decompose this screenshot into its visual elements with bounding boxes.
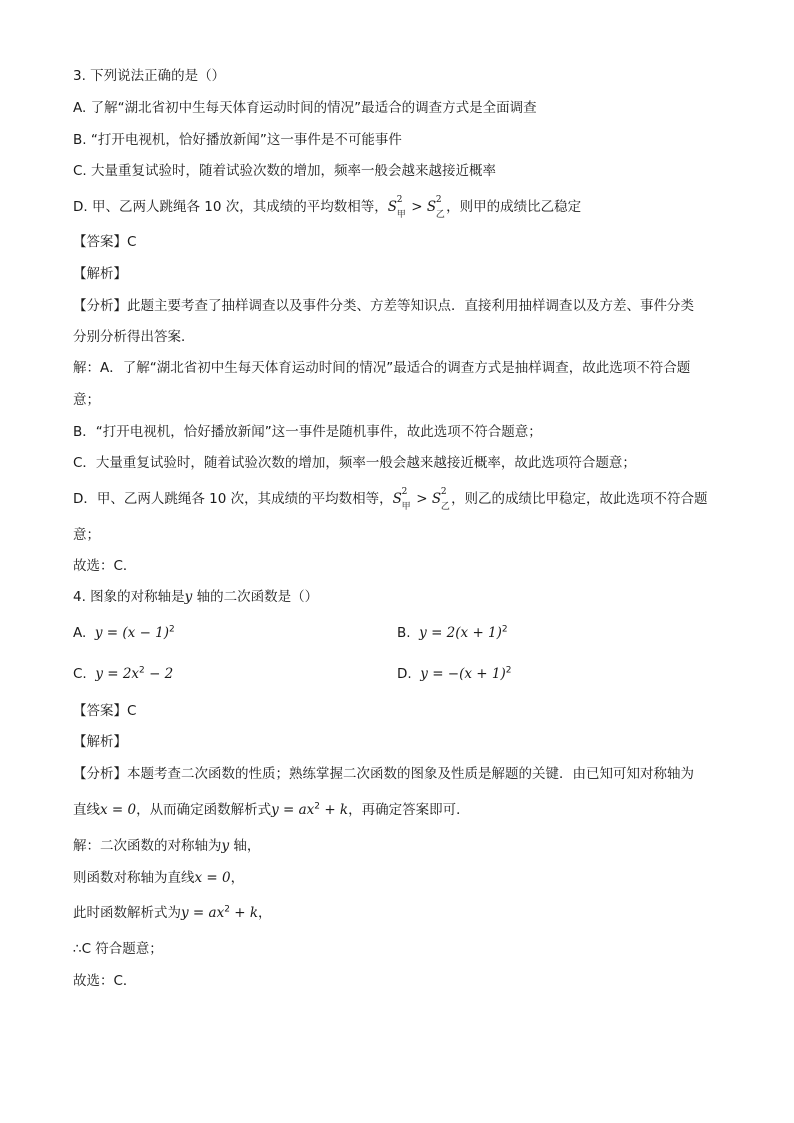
q4-solution-line3: 此时函数解析式为$y = ax^2 + k$， [73, 904, 272, 921]
q3-analysis-title: 【解析】 [73, 266, 127, 282]
q4-option-d: D. $y = -(x + 1)^2$ [397, 665, 512, 682]
q4-solution-line1: 解：二次函数的对称轴为y 轴， [73, 838, 261, 854]
q3-option-d-conclusion: ，则甲的成绩比乙稳定 [446, 199, 582, 215]
variance-jia: S 2 甲 [387, 195, 406, 220]
q3-option-d: D. 甲、乙两人跳绳各 10 次，其成绩的平均数相等，S 2 甲 > S 2 乙 ，则甲的成绩比乙稳定 [73, 195, 582, 220]
q4-option-b: B. $y = 2(x + 1)^2$ [397, 624, 508, 641]
q3-solution-d-line2: 意； [73, 527, 100, 543]
q4-choose: 故选：C． [73, 973, 137, 989]
q3-fenxi-line1: 【分析】此题主要考查了抽样调查以及事件分类、方差等知识点．直接利用抽样调查以及方差、事件分类 [73, 298, 694, 314]
q3-solution-a-line2: 意； [73, 392, 100, 408]
q3-solution-d-line1: D．甲、乙两人跳绳各 10 次，其成绩的平均数相等，S 2 甲 > S 2 乙 ，则乙的成绩比甲稳定，故此选项不符合题 [73, 487, 708, 512]
q4-fenxi-line2: 直线x = 0，从而确定函数解析式$y = ax^2 + k$，再确定答案即可． [73, 801, 470, 818]
variance-yi: S 2 乙 [426, 195, 445, 220]
q4-stem: 4. 图象的对称轴是y 轴的二次函数是（） [73, 589, 319, 605]
q3-option-c: C. 大量重复试验时，随着试验次数的增加，频率一般会越来越接近概率 [73, 163, 497, 179]
q3-stem: 3. 下列说法正确的是（） [73, 68, 226, 84]
q3-solution-a-line1: 解：A．了解“湖北省初中生每天体育运动时间的情况”最适合的调查方式是抽样调查，故此选项不符合题 [73, 360, 691, 376]
q3-answer: 【答案】C [73, 234, 137, 250]
q3-option-b: B. “打开电视机，恰好播放新闻”这一事件是不可能事件 [73, 132, 402, 148]
q4-option-a: A. $y = (x - 1)^2$ [73, 624, 175, 641]
q4-solution-line4: ∴C 符合题意； [73, 941, 163, 957]
q4-analysis-title: 【解析】 [73, 734, 127, 750]
q4-solution-line2: 则函数对称轴为直线x = 0， [73, 870, 245, 886]
variance-yi: S 2 乙 [431, 487, 450, 512]
q3-option-d-text: D. 甲、乙两人跳绳各 10 次，其成绩的平均数相等， [73, 199, 388, 215]
q4-option-c: C. $y = 2x^2 - 2$ [73, 665, 174, 682]
q3-option-a: A. 了解“湖北省初中生每天体育运动时间的情况”最适合的调查方式是全面调查 [73, 100, 537, 116]
q3-fenxi-line2: 分别分析得出答案． [73, 329, 195, 345]
variance-jia: S 2 甲 [392, 487, 411, 512]
q3-solution-b: B．“打开电视机，恰好播放新闻”这一事件是随机事件，故此选项不符合题意； [73, 424, 542, 440]
q3-solution-c: C．大量重复试验时，随着试验次数的增加，频率一般会越来越接近概率，故此选项符合题意； [73, 455, 636, 471]
q4-answer: 【答案】C [73, 703, 137, 719]
q4-fenxi-line1: 【分析】本题考查二次函数的性质；熟练掌握二次函数的图象及性质是解题的关键．由已知可知对称轴为 [73, 766, 694, 782]
q3-choose: 故选：C． [73, 558, 137, 574]
